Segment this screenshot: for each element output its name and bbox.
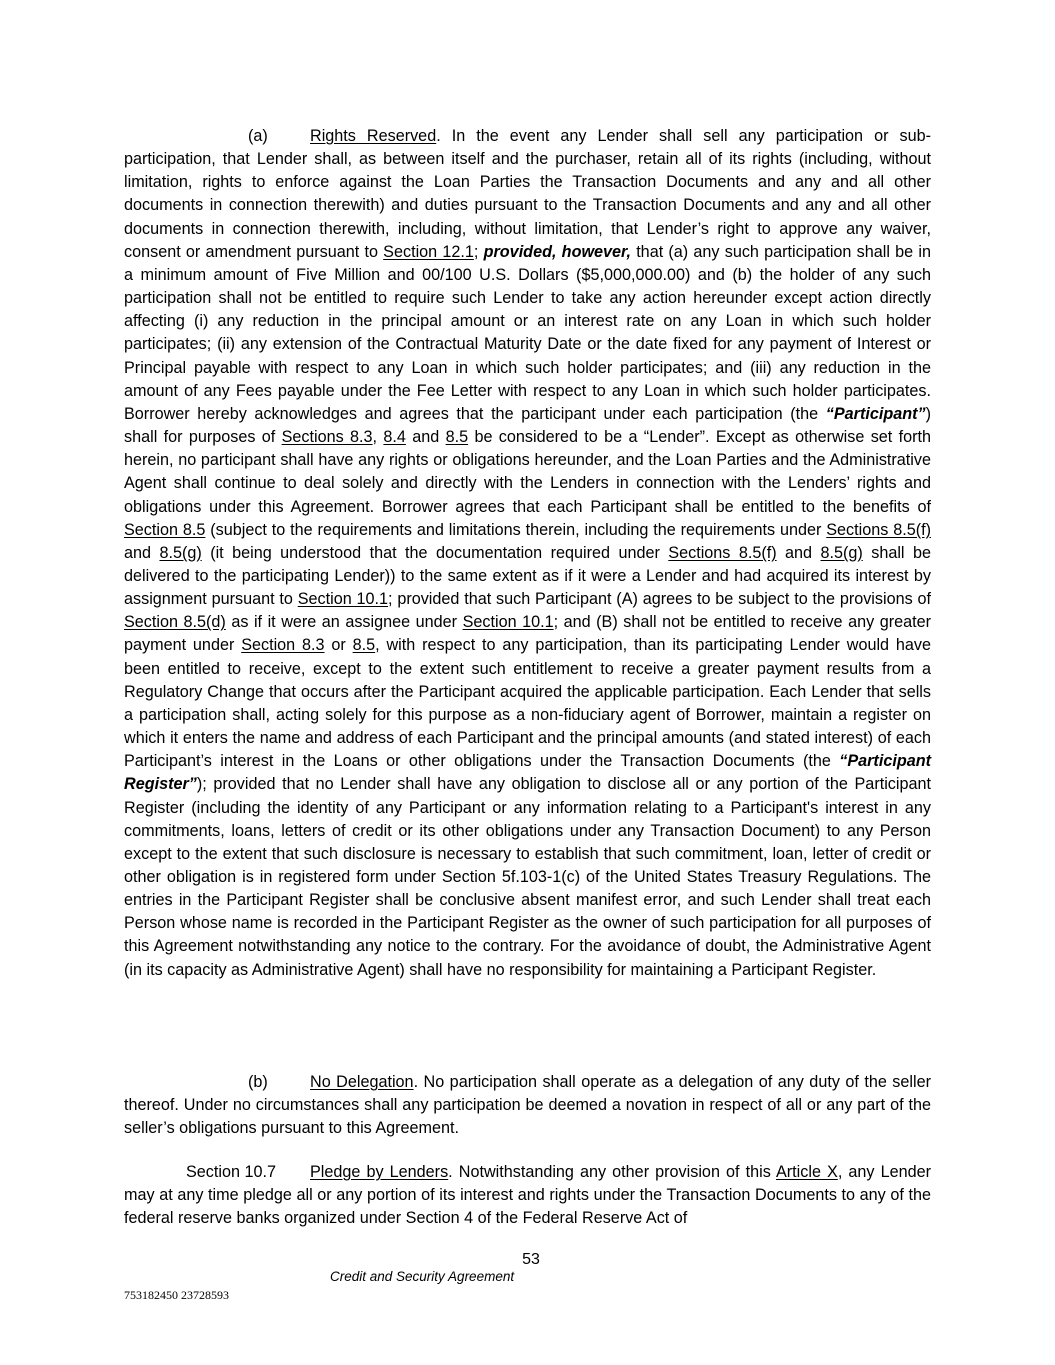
cross-reference: 8.5 xyxy=(352,636,376,655)
cross-reference: Section 8.5 xyxy=(124,520,206,539)
paragraph-text: , xyxy=(372,428,384,447)
paragraph-text: ); provided that no Lender shall have any obligation to disclose all or any portion of the Participant Register (including the identity of any Participant or any information relating to a Participant's interest in any commitments, loans, letters of credit or its other obligations under any Transaction Document) to any Person except to the extent that such disclosure is necessary to establish that such commitment, loan, letter of credit or other obligation is in registered form under Section 5f.103-1(c) of the United States Treasury Regulations. The entries in the Participant Register shall be conclusive absent manifest error, and such Lender shall treat each Person whose name is recorded in the Participant Register as the owner of such participation for all purposes of this Agreement notwithstanding any notice to the contrary. For the avoidance of doubt, the Administrative Agent (in its capacity as Administrative Agent) shall have no responsibility for maintaining a Participant Register. xyxy=(124,775,931,979)
cross-reference: Article X xyxy=(775,1163,838,1181)
cross-reference: 8.5(g) xyxy=(820,543,863,562)
cross-reference: 8.5(g) xyxy=(159,543,202,562)
footer-document-title: Credit and Security Agreement xyxy=(330,1269,515,1284)
footer-document-id: 753182450 23728593 xyxy=(124,1288,229,1302)
section-number: Section 10.7 xyxy=(186,1163,276,1181)
paragraph-text: as if it were an assignee under xyxy=(225,613,463,632)
paragraph-text: . In the event any Lender shall sell any participation or sub-participation, that Lender shall, as between itself and the purchaser, retain all of its rights (including, without limitation, rights to enforce against the Loan Parties the Transaction Documents and any and all other documents in connection therewith) and duties pursuant to the Transaction Documents and any and all other documents in connection therewith, including, without limitation, that Lender’s right to approve any waiver, consent or amendment pursuant to xyxy=(124,127,931,261)
proviso-term: provided, however, xyxy=(483,242,631,261)
paragraph-heading: No Delegation xyxy=(310,1073,414,1091)
paragraph-text: shall be delivered to the participating Lender)) to the same extent as if it were a Lender and had acquired its interest by assignment pursuant to xyxy=(124,543,931,609)
paragraph-text: or xyxy=(324,636,353,655)
cross-reference: 8.5 xyxy=(445,428,469,447)
section-heading: Pledge by Lenders xyxy=(310,1163,449,1181)
paragraph-text: and xyxy=(405,428,446,447)
cross-reference: Section 12.1 xyxy=(383,242,474,261)
cross-reference: Section 8.5(d) xyxy=(124,613,226,632)
cross-reference: Sections 8.5(f) xyxy=(668,543,777,562)
paragraph-text: (subject to the requirements and limitations therein, including the requirements under xyxy=(205,520,827,539)
cross-reference: Sections 8.5(f) xyxy=(826,520,931,539)
paragraph-heading: Rights Reserved xyxy=(310,127,437,145)
paragraph-label: (b) xyxy=(248,1073,268,1091)
paragraph-text: ) shall for purposes of xyxy=(124,404,931,447)
cross-reference: 8.4 xyxy=(383,428,406,447)
paragraph-text: , any Lender may at any time pledge all or any portion of its interest and rights under the Transaction Documents to any of the federal reserve banks organized under Section 4 of the Federal Reserve Act of xyxy=(124,1163,932,1228)
cross-reference: Section 8.3 xyxy=(241,636,325,655)
paragraph-text: ; xyxy=(473,242,484,261)
paragraph-text: be considered to be a “Lender”. Except as otherwise set forth herein, no participant shall have any rights or obligations hereunder, and the Loan Parties and the Administrative Agent shall continue to deal solely and directly with the Lenders in connection with the Lenders’ rights and obligations under this Agreement. Borrower agrees that each Participant shall be entitled to the benefits of xyxy=(124,428,932,516)
paragraph-text: (it being understood that the documentation required under xyxy=(201,543,669,562)
paragraph-no-delegation xyxy=(124,1071,931,1140)
paragraph-text: ; provided that such Participant (A) agrees to be subject to the provisions of xyxy=(388,590,931,609)
paragraph-text: that (a) any such participation shall be in a minimum amount of Five Million and 00/100 U.S. Dollars ($5,000,000.00) and (b) the holder of any such participation shall not be entitled to require such Lender to take any action hereunder except action directly affecting (i) any reduction in the principal amount or an interest rate on any Loan in which such holder participates; (ii) any extension of the Contractual Maturity Date or the date fixed for any payment of Interest or Principal payable with respect to any Loan in which such holder participates; and (iii) any reduction in the amount of any Fees payable under the Fee Letter with respect to any Loan in which such holder participates. Borrower hereby acknowledges and agrees that the participant under each participation (the xyxy=(124,242,931,423)
cross-reference: Section 10.1 xyxy=(297,590,389,609)
paragraph-rights-reserved xyxy=(124,125,931,982)
paragraph-text: and xyxy=(124,543,160,562)
paragraph-text: ; and (B) shall not be entitled to receive any greater payment under xyxy=(124,613,931,655)
cross-reference: Section 10.1 xyxy=(462,613,554,632)
defined-term: “Participant Register” xyxy=(124,752,931,794)
paragraph-text: and xyxy=(776,543,821,562)
section-pledge-by-lenders xyxy=(124,1161,931,1230)
paragraph-label: (a) xyxy=(248,127,268,145)
defined-term: “Participant” xyxy=(825,404,926,423)
cross-reference: Sections 8.3 xyxy=(281,428,373,447)
paragraph-text: . Notwithstanding any other provision of this xyxy=(448,1163,776,1181)
page-number: 53 xyxy=(522,1251,540,1268)
paragraph-text: . No participation shall operate as a delegation of any duty of the seller thereof. Under no circumstances shall any participation be deemed a novation in respect of all or any part of the seller’s obligations pursuant to this Agreement. xyxy=(124,1073,931,1138)
paragraph-text: , with respect to any participation, than its participating Lender would have been entitled to receive, except to the extent such entitlement to receive a greater payment results from a Regulatory Change that occurs after the Participant acquired the applicable participation. Each Lender that sells a participation shall, acting solely for this purpose as a non-fiduciary agent of Borrower, maintain a register on which it enters the name and address of each Participant and the principal amounts (and stated interest) of each Participant’s interest in the Loans or other obligations under the Transaction Documents (the xyxy=(124,636,931,771)
